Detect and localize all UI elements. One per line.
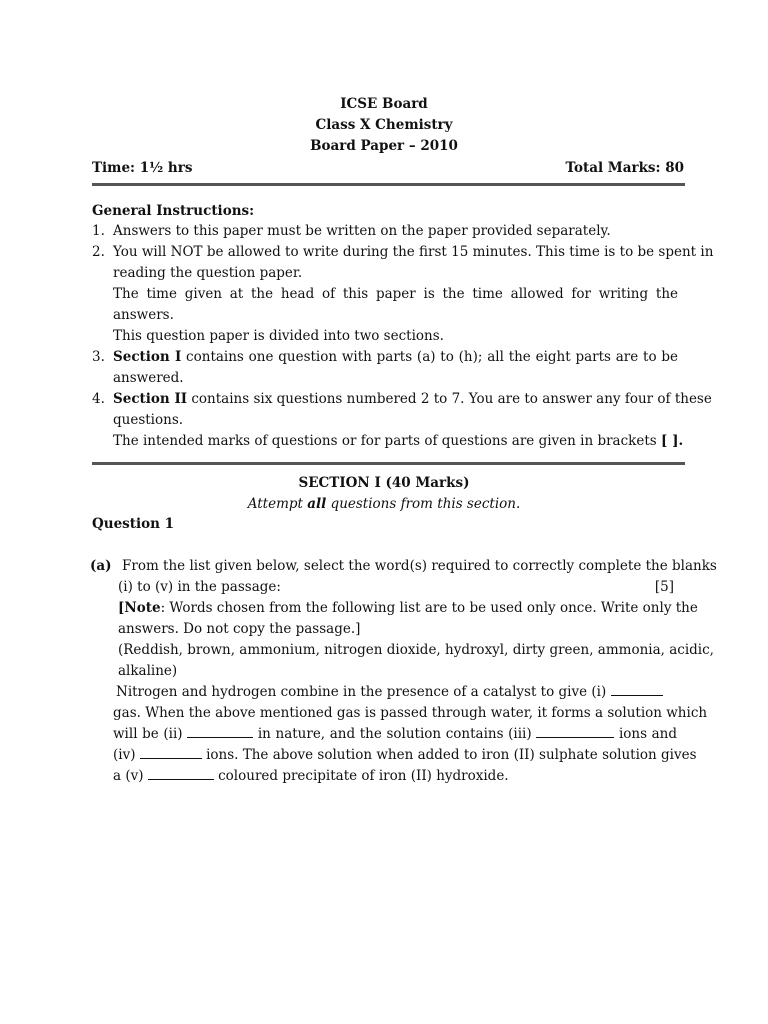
passage-line-2: gas. When the above mentioned gas is passed through water, it forms a solution which: [113, 705, 708, 721]
passage-text-4a: (iv): [113, 747, 136, 763]
instruction-4-number: 4.: [92, 391, 105, 407]
instruction-2-line-3: The time given at the head of this paper is the time allowed for writing the: [113, 286, 678, 302]
instruction-3-line-2: answered.: [113, 370, 184, 386]
instruction-4-marks-text: The intended marks of questions or for parts of questions are given in brackets: [113, 433, 661, 449]
instruction-3-line-1: [113, 348, 678, 366]
word-list-line-1: (Reddish, brown, ammonium, nitrogen dioxide, hydroxyl, dirty green, ammonia, acidic,: [118, 642, 714, 658]
instruction-3-text: contains one question with parts (a) to (h); all the eight parts are to be: [181, 349, 678, 365]
blank-ii: [187, 725, 253, 738]
instruction-1-text: Answers to this paper must be written on the paper provided separately.: [113, 223, 611, 239]
instruction-1-number: 1.: [92, 223, 105, 239]
question-title: Question 1: [92, 516, 175, 532]
instructions-heading: General Instructions:: [92, 203, 255, 219]
total-marks: Total Marks: 80: [565, 160, 684, 176]
paper-title: Board Paper – 2010: [310, 138, 458, 154]
section-title: SECTION I (40 Marks): [298, 475, 470, 491]
passage-text-5a: a (v): [113, 768, 144, 784]
section-divider: [92, 462, 685, 465]
header-divider: [92, 183, 685, 186]
section-i-label: Section I: [113, 349, 182, 365]
instruction-2-line-4: answers.: [113, 307, 174, 323]
note-text: : Words chosen from the following list are to be used only once. Write only the: [160, 600, 698, 616]
passage-text-3a: will be (ii): [113, 726, 183, 742]
note-line-2: answers. Do not copy the passage.]: [118, 621, 361, 637]
blank-iii: [536, 725, 614, 738]
passage-text-3b: in nature, and the solution contains (iii): [257, 726, 532, 742]
instruction-2-line-2: reading the question paper.: [113, 265, 303, 281]
passage-line-4: [113, 746, 697, 764]
passage-line-3: [113, 725, 677, 743]
attempt-text-post: questions from this section.: [326, 496, 521, 512]
section-instruction: [0, 495, 768, 513]
board-name: ICSE Board: [340, 96, 428, 112]
marks-label: [5]: [654, 579, 674, 595]
part-label: (a): [90, 558, 112, 574]
blank-iv: [140, 746, 202, 759]
question-line-1: From the list given below, select the word(s) required to correctly complete the blanks: [122, 558, 717, 574]
instruction-4-line-1: [113, 390, 712, 408]
passage-line-1: [116, 683, 663, 701]
question-line-2: (i) to (v) in the passage:: [118, 579, 281, 595]
instruction-2-line-5: This question paper is divided into two sections.: [113, 328, 444, 344]
note-label: [Note: [118, 600, 161, 616]
section-ii-label: Section II: [113, 391, 188, 407]
passage-text-3c: ions and: [618, 726, 678, 742]
marks-bracket: [ ].: [660, 433, 684, 449]
class-subject: Class X Chemistry: [315, 117, 453, 133]
instruction-2-number: 2.: [92, 244, 105, 260]
passage-line-5: [113, 767, 509, 785]
time-allowed: Time: 1½ hrs: [92, 160, 193, 176]
instruction-4-text: contains six questions numbered 2 to 7. You are to answer any four of these: [187, 391, 712, 407]
attempt-all: all: [307, 496, 327, 512]
instruction-2-line-1: You will NOT be allowed to write during the first 15 minutes. This time is to be spent in: [113, 244, 714, 260]
passage-text-5b: coloured precipitate of iron (II) hydroxide.: [218, 768, 509, 784]
instruction-4-line-3: [113, 432, 684, 450]
blank-i: [611, 683, 663, 696]
word-list-line-2: alkaline): [118, 663, 178, 679]
passage-text-1: Nitrogen and hydrogen combine in the presence of a catalyst to give (i): [116, 684, 611, 700]
attempt-text-pre: Attempt: [247, 496, 308, 512]
passage-text-4b: ions. The above solution when added to iron (II) sulphate solution gives: [206, 747, 697, 763]
blank-v: [148, 767, 214, 780]
note-line-1: [118, 599, 698, 617]
instruction-4-line-2: questions.: [113, 412, 184, 428]
instruction-3-number: 3.: [92, 349, 105, 365]
